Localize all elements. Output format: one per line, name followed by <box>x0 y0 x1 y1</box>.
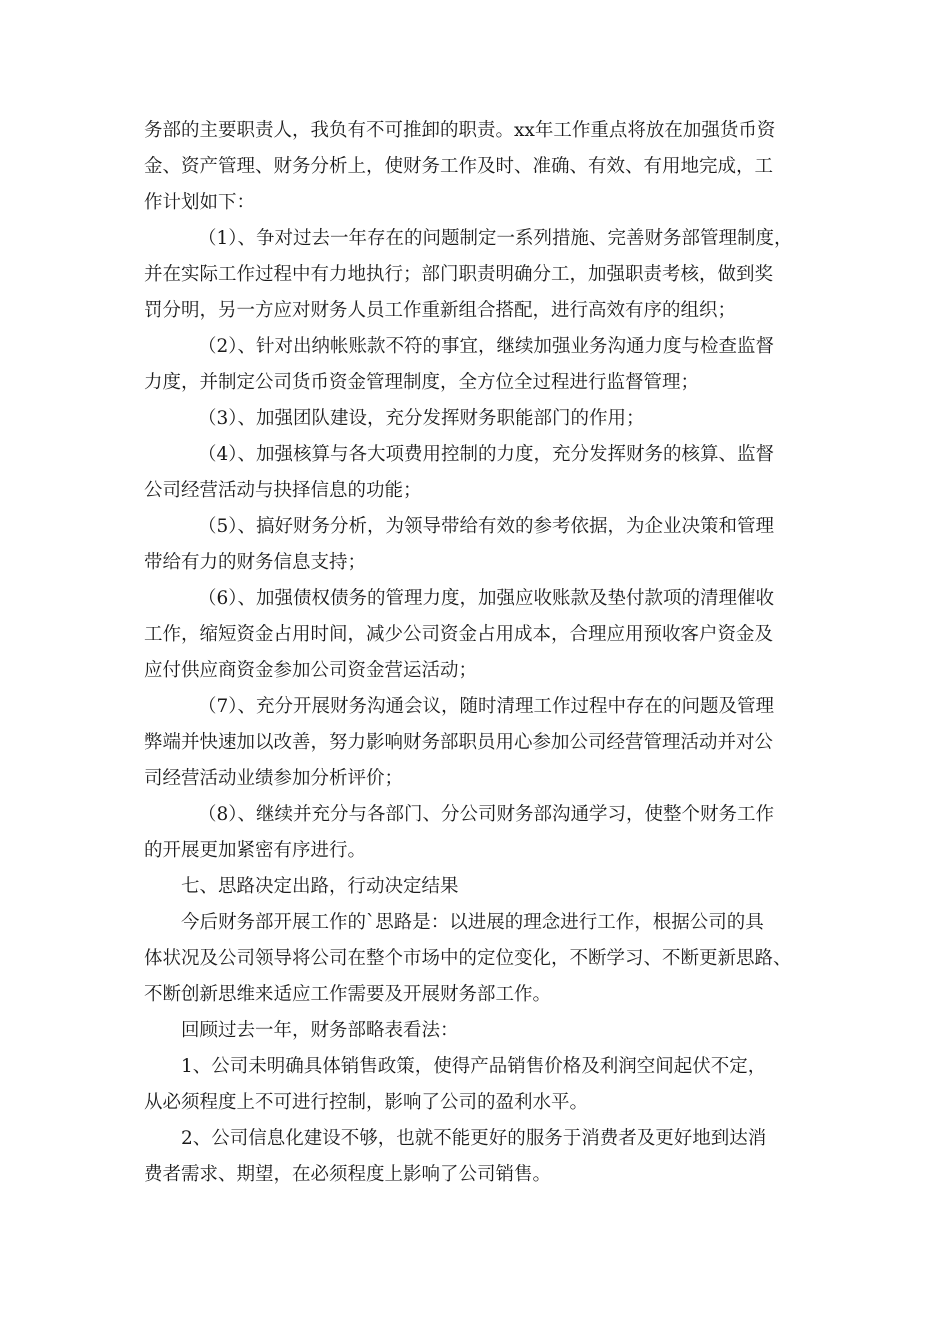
text-line: 务部的主要职责人，我负有不可推卸的职责。xx年工作重点将放在加强货币资 <box>144 120 776 141</box>
document-body <box>144 113 800 1193</box>
text-line: 今后财务部开展工作的`思路是：以进展的理念进行工作，根据公司的具 <box>181 912 764 933</box>
text-line: 力度，并制定公司货币资金管理制度，全方位全过程进行监督管理； <box>144 372 700 393</box>
text-line: 工作，缩短资金占用时间，减少公司资金占用成本，合理应用预收客户资金及 <box>144 624 774 645</box>
text-line: 应付供应商资金参加公司资金营运活动； <box>144 660 478 681</box>
text-line: 带给有力的财务信息支持； <box>144 552 367 573</box>
text-line: （7）、充分开展财务沟通会议，随时清理工作过程中存在的问题及管理 <box>198 696 775 717</box>
text-line: 回顾过去一年，财务部略表看法： <box>181 1020 459 1041</box>
text-line: （8）、继续并充分与各部门、分公司财务部沟通学习，使整个财务工作 <box>198 804 775 825</box>
text-line: 作计划如下： <box>144 192 256 213</box>
text-line: 司经营活动业绩参加分析评价； <box>144 768 404 789</box>
text-line: 罚分明，另一方应对财务人员工作重新组合搭配，进行高效有序的组织； <box>144 300 737 321</box>
text-line: 金、资产管理、财务分析上，使财务工作及时、准确、有效、有用地完成，工 <box>144 156 774 177</box>
text-line: 体状况及公司领导将公司在整个市场中的定位变化，不断学习、不断更新思路、 <box>144 948 792 969</box>
text-line: 2、公司信息化建设不够，也就不能更好的服务于消费者及更好地到达消 <box>181 1128 767 1149</box>
text-line: （2）、针对出纳帐账款不符的事宜，继续加强业务沟通力度与检查监督 <box>198 336 775 357</box>
text-line: 从必须程度上不可进行控制，影响了公司的盈利水平。 <box>144 1092 589 1113</box>
text-line: （1）、争对过去一年存在的问题制定一系列措施、完善财务部管理制度， <box>198 228 793 249</box>
text-line: （4）、加强核算与各大项费用控制的力度，充分发挥财务的核算、监督 <box>198 444 775 465</box>
text-line: （5）、搞好财务分析，为领导带给有效的参考依据，为企业决策和管理 <box>198 516 775 537</box>
text-line: （6）、加强债权债务的管理力度，加强应收账款及垫付款项的清理催收 <box>198 588 775 609</box>
text-line: 不断创新思维来适应工作需要及开展财务部工作。 <box>144 984 552 1005</box>
text-line: 并在实际工作过程中有力地执行；部门职责明确分工，加强职责考核，做到奖 <box>144 264 774 285</box>
text-line: 费者需求、期望，在必须程度上影响了公司销售。 <box>144 1164 552 1185</box>
text-line: 的开展更加紧密有序进行。 <box>144 840 367 861</box>
text-line: 七、思路决定出路，行动决定结果 <box>181 876 459 897</box>
text-line: 1、公司未明确具体销售政策，使得产品销售价格及利润空间起伏不定， <box>181 1056 767 1077</box>
text-line: 弊端并快速加以改善，努力影响财务部职员用心参加公司经营管理活动并对公 <box>144 732 774 753</box>
text-line: （3）、加强团队建设，充分发挥财务职能部门的作用； <box>198 408 645 429</box>
text-line: 公司经营活动与抉择信息的功能； <box>144 480 422 501</box>
